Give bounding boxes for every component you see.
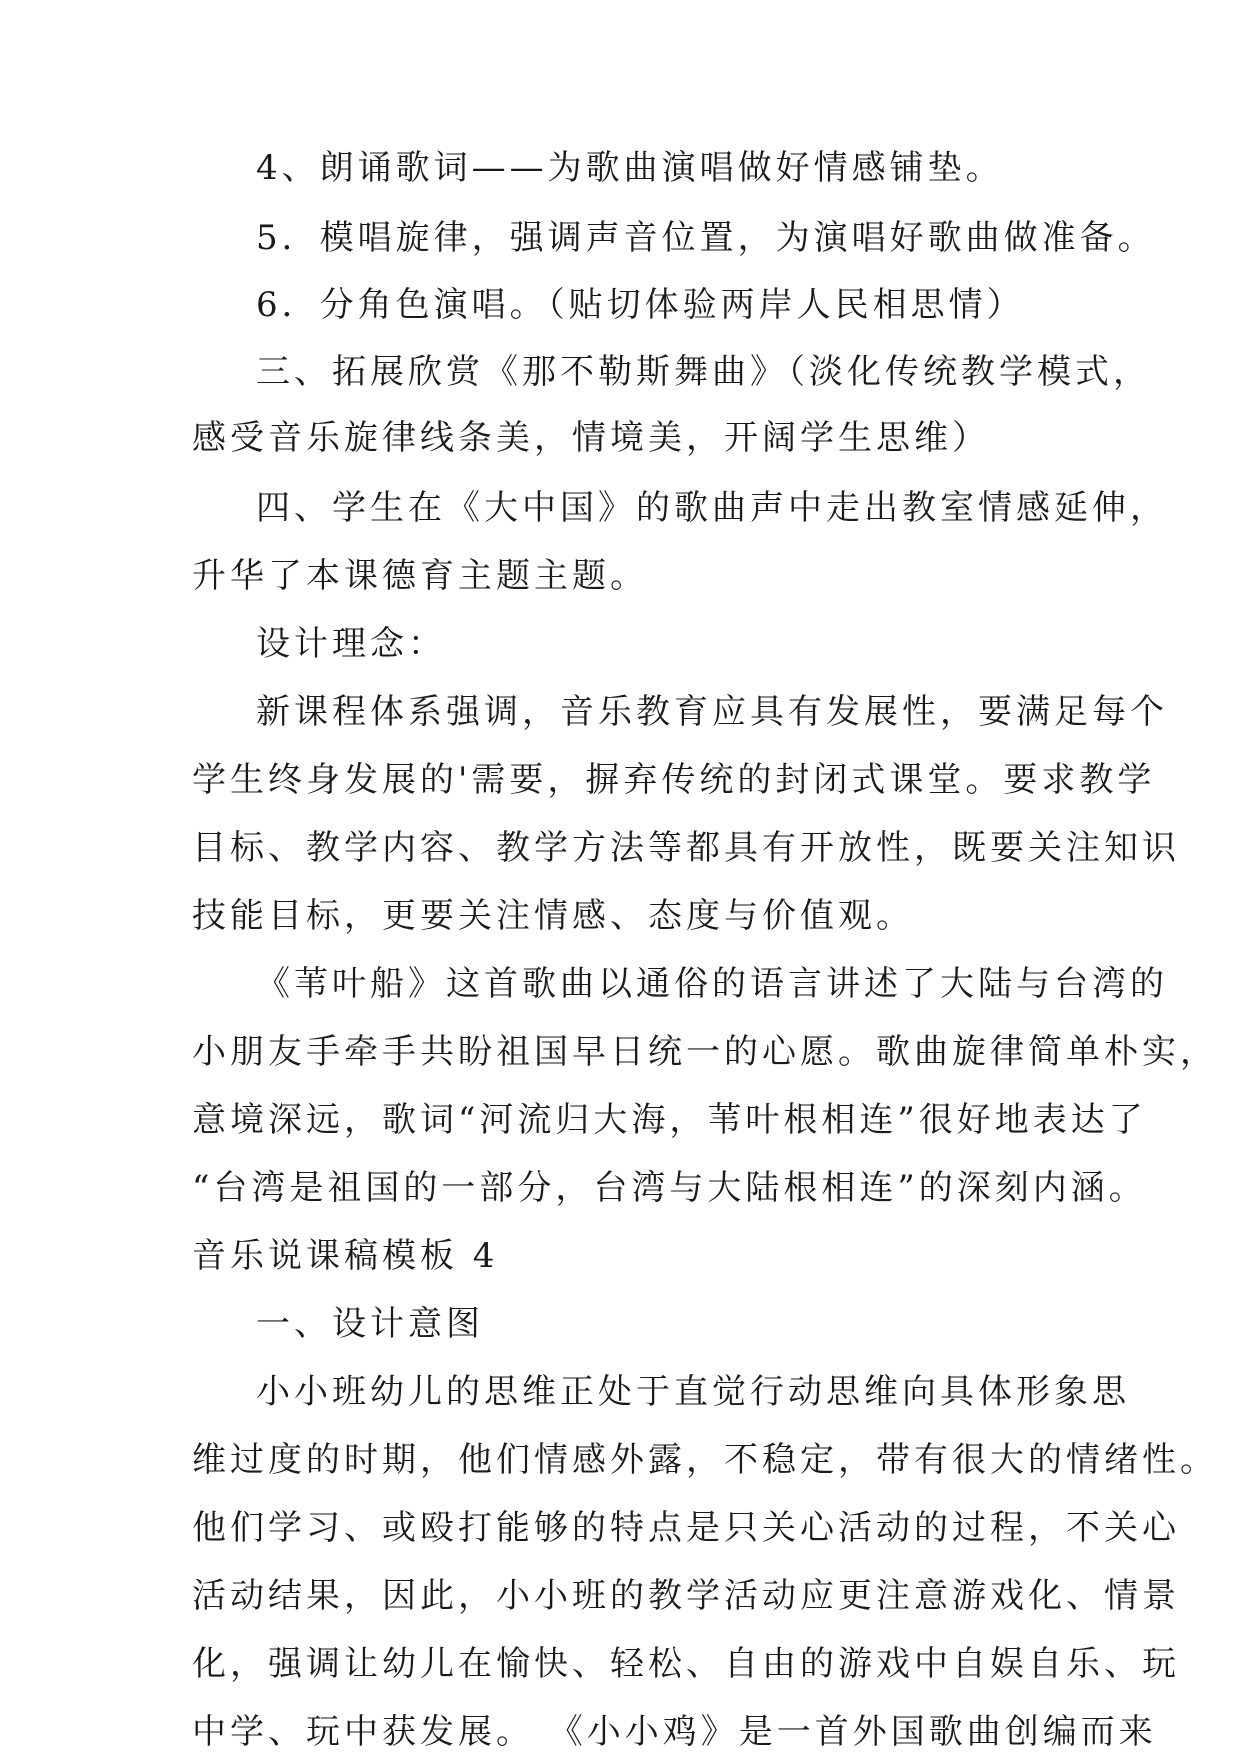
text-line: 活动结果，因此，小小班的教学活动应更注意游戏化、情景 [192, 1576, 1180, 1616]
text-line: 5．模唱旋律，强调声音位置，为演唱好歌曲做准备。 [256, 218, 1156, 258]
text-line: 4、朗诵歌词——为歌曲演唱做好情感铺垫。 [256, 148, 1004, 188]
text-line: 感受音乐旋律线条美，情境美，开阔学生思维） [192, 418, 990, 458]
text-line: 中学、玩中获发展。 《小小鸡》是一首外国歌曲创编而来 [192, 1712, 1157, 1752]
text-line: 意境深远，歌词“河流归大海，苇叶根相连”很好地表达了 [192, 1100, 1147, 1140]
section-heading: 一、设计意图 [256, 1304, 484, 1344]
text-line: 《苇叶船》这首歌曲以通俗的语言讲述了大陆与台湾的 [256, 964, 1168, 1004]
text-line: 6．分角色演唱。（贴切体验两岸人民相思情） [256, 285, 1025, 325]
section-heading: 设计理念： [256, 624, 446, 664]
text-line: 升华了本课德育主题主题。 [192, 556, 648, 596]
text-line: 三、拓展欣赏《那不勒斯舞曲》（淡化传统教学模式， [256, 352, 1151, 392]
text-line: 化，强调让幼儿在愉快、轻松、自由的游戏中自娱自乐、玩 [192, 1644, 1180, 1684]
text-line: 小朋友手牵手共盼祖国早日统一的心愿。歌曲旋律简单朴实， [192, 1032, 1218, 1072]
text-line: 四、学生在《大中国》的歌曲声中走出教室情感延伸， [256, 488, 1168, 528]
text-line: 他们学习、或殴打能够的特点是只关心活动的过程，不关心 [192, 1508, 1180, 1548]
text-line: 技能目标，更要关注情感、态度与价值观。 [192, 896, 914, 936]
text-line: 学生终身发展的'需要，摒弃传统的封闭式课堂。要求教学 [192, 760, 1156, 800]
text-line: 小小班幼儿的思维正处于直觉行动思维向具体形象思 [256, 1372, 1130, 1412]
text-line: 新课程体系强调，音乐教育应具有发展性，要满足每个 [256, 692, 1168, 732]
text-line: “台湾是祖国的一部分，台湾与大陆根相连”的深刻内涵。 [192, 1168, 1147, 1208]
text-line: 目标、教学内容、教学方法等都具有开放性，既要关注知识 [192, 828, 1180, 868]
document-title: 音乐说课稿模板 4 [192, 1236, 499, 1276]
text-line: 维过度的时期，他们情感外露，不稳定，带有很大的情绪性。 [192, 1440, 1218, 1480]
